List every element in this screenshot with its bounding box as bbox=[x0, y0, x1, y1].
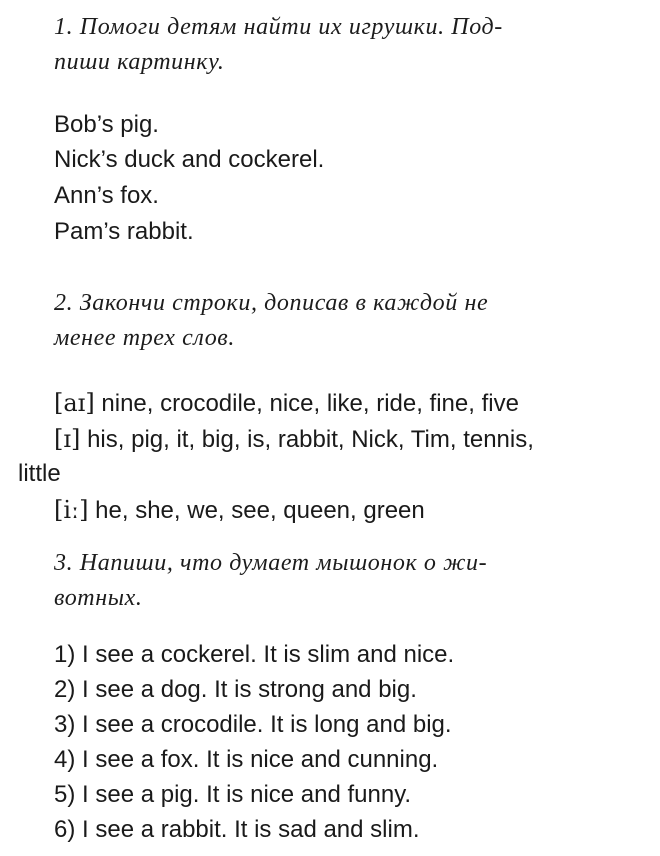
word-list: his, pig, it, big, is, rabbit, Nick, Tim, tennis, bbox=[87, 426, 534, 453]
word-list: he, she, we, see, queen, green bbox=[95, 497, 425, 524]
task-3-sentence: 6) I see a rabbit. It is sad and slim. bbox=[54, 816, 420, 843]
word-list-continuation: little bbox=[18, 460, 61, 487]
phonetic-symbol: [iː] bbox=[54, 496, 89, 524]
task-1-heading-line-2: пиши картинку. bbox=[54, 49, 225, 75]
sound-row-i-short bbox=[54, 424, 534, 455]
task-3-sentence: 4) I see a fox. It is nice and cunning. bbox=[54, 746, 439, 773]
task-3-heading-line-1: 3. Напиши, что думает мышонок о жи- bbox=[54, 550, 488, 576]
task-3-heading-line-2: вотных. bbox=[54, 585, 143, 611]
task-2-heading-line-1: 2. Закончи строки, дописав в каждой не bbox=[54, 290, 489, 316]
task-1-answer: Nick’s duck and cockerel. bbox=[54, 146, 325, 173]
sound-row-ai bbox=[54, 388, 519, 419]
task-3-sentence: 3) I see a crocodile. It is long and big. bbox=[54, 711, 452, 738]
phonetic-symbol: [aɪ] bbox=[54, 389, 95, 417]
task-3-heading bbox=[54, 546, 650, 616]
task-2-heading bbox=[54, 286, 650, 356]
task-1-answer: Ann’s fox. bbox=[54, 182, 159, 209]
task-3-sentence: 1) I see a cockerel. It is slim and nice. bbox=[54, 641, 455, 668]
task-1-answer: Pam’s rabbit. bbox=[54, 218, 194, 245]
task-1-answer: Bob’s pig. bbox=[54, 111, 159, 138]
task-1-heading-line-1: 1. Помоги детям найти их игрушки. Под- bbox=[54, 14, 503, 40]
task-1-heading bbox=[54, 10, 650, 80]
sound-row-i-long bbox=[54, 495, 425, 526]
phonetic-symbol: [ɪ] bbox=[54, 425, 81, 453]
word-list: nine, crocodile, nice, like, ride, fine, five bbox=[101, 390, 519, 417]
task-2-heading-line-2: менее трех слов. bbox=[54, 325, 235, 351]
task-3-sentence: 2) I see a dog. It is strong and big. bbox=[54, 676, 417, 703]
task-3-sentence: 5) I see a pig. It is nice and funny. bbox=[54, 781, 412, 808]
